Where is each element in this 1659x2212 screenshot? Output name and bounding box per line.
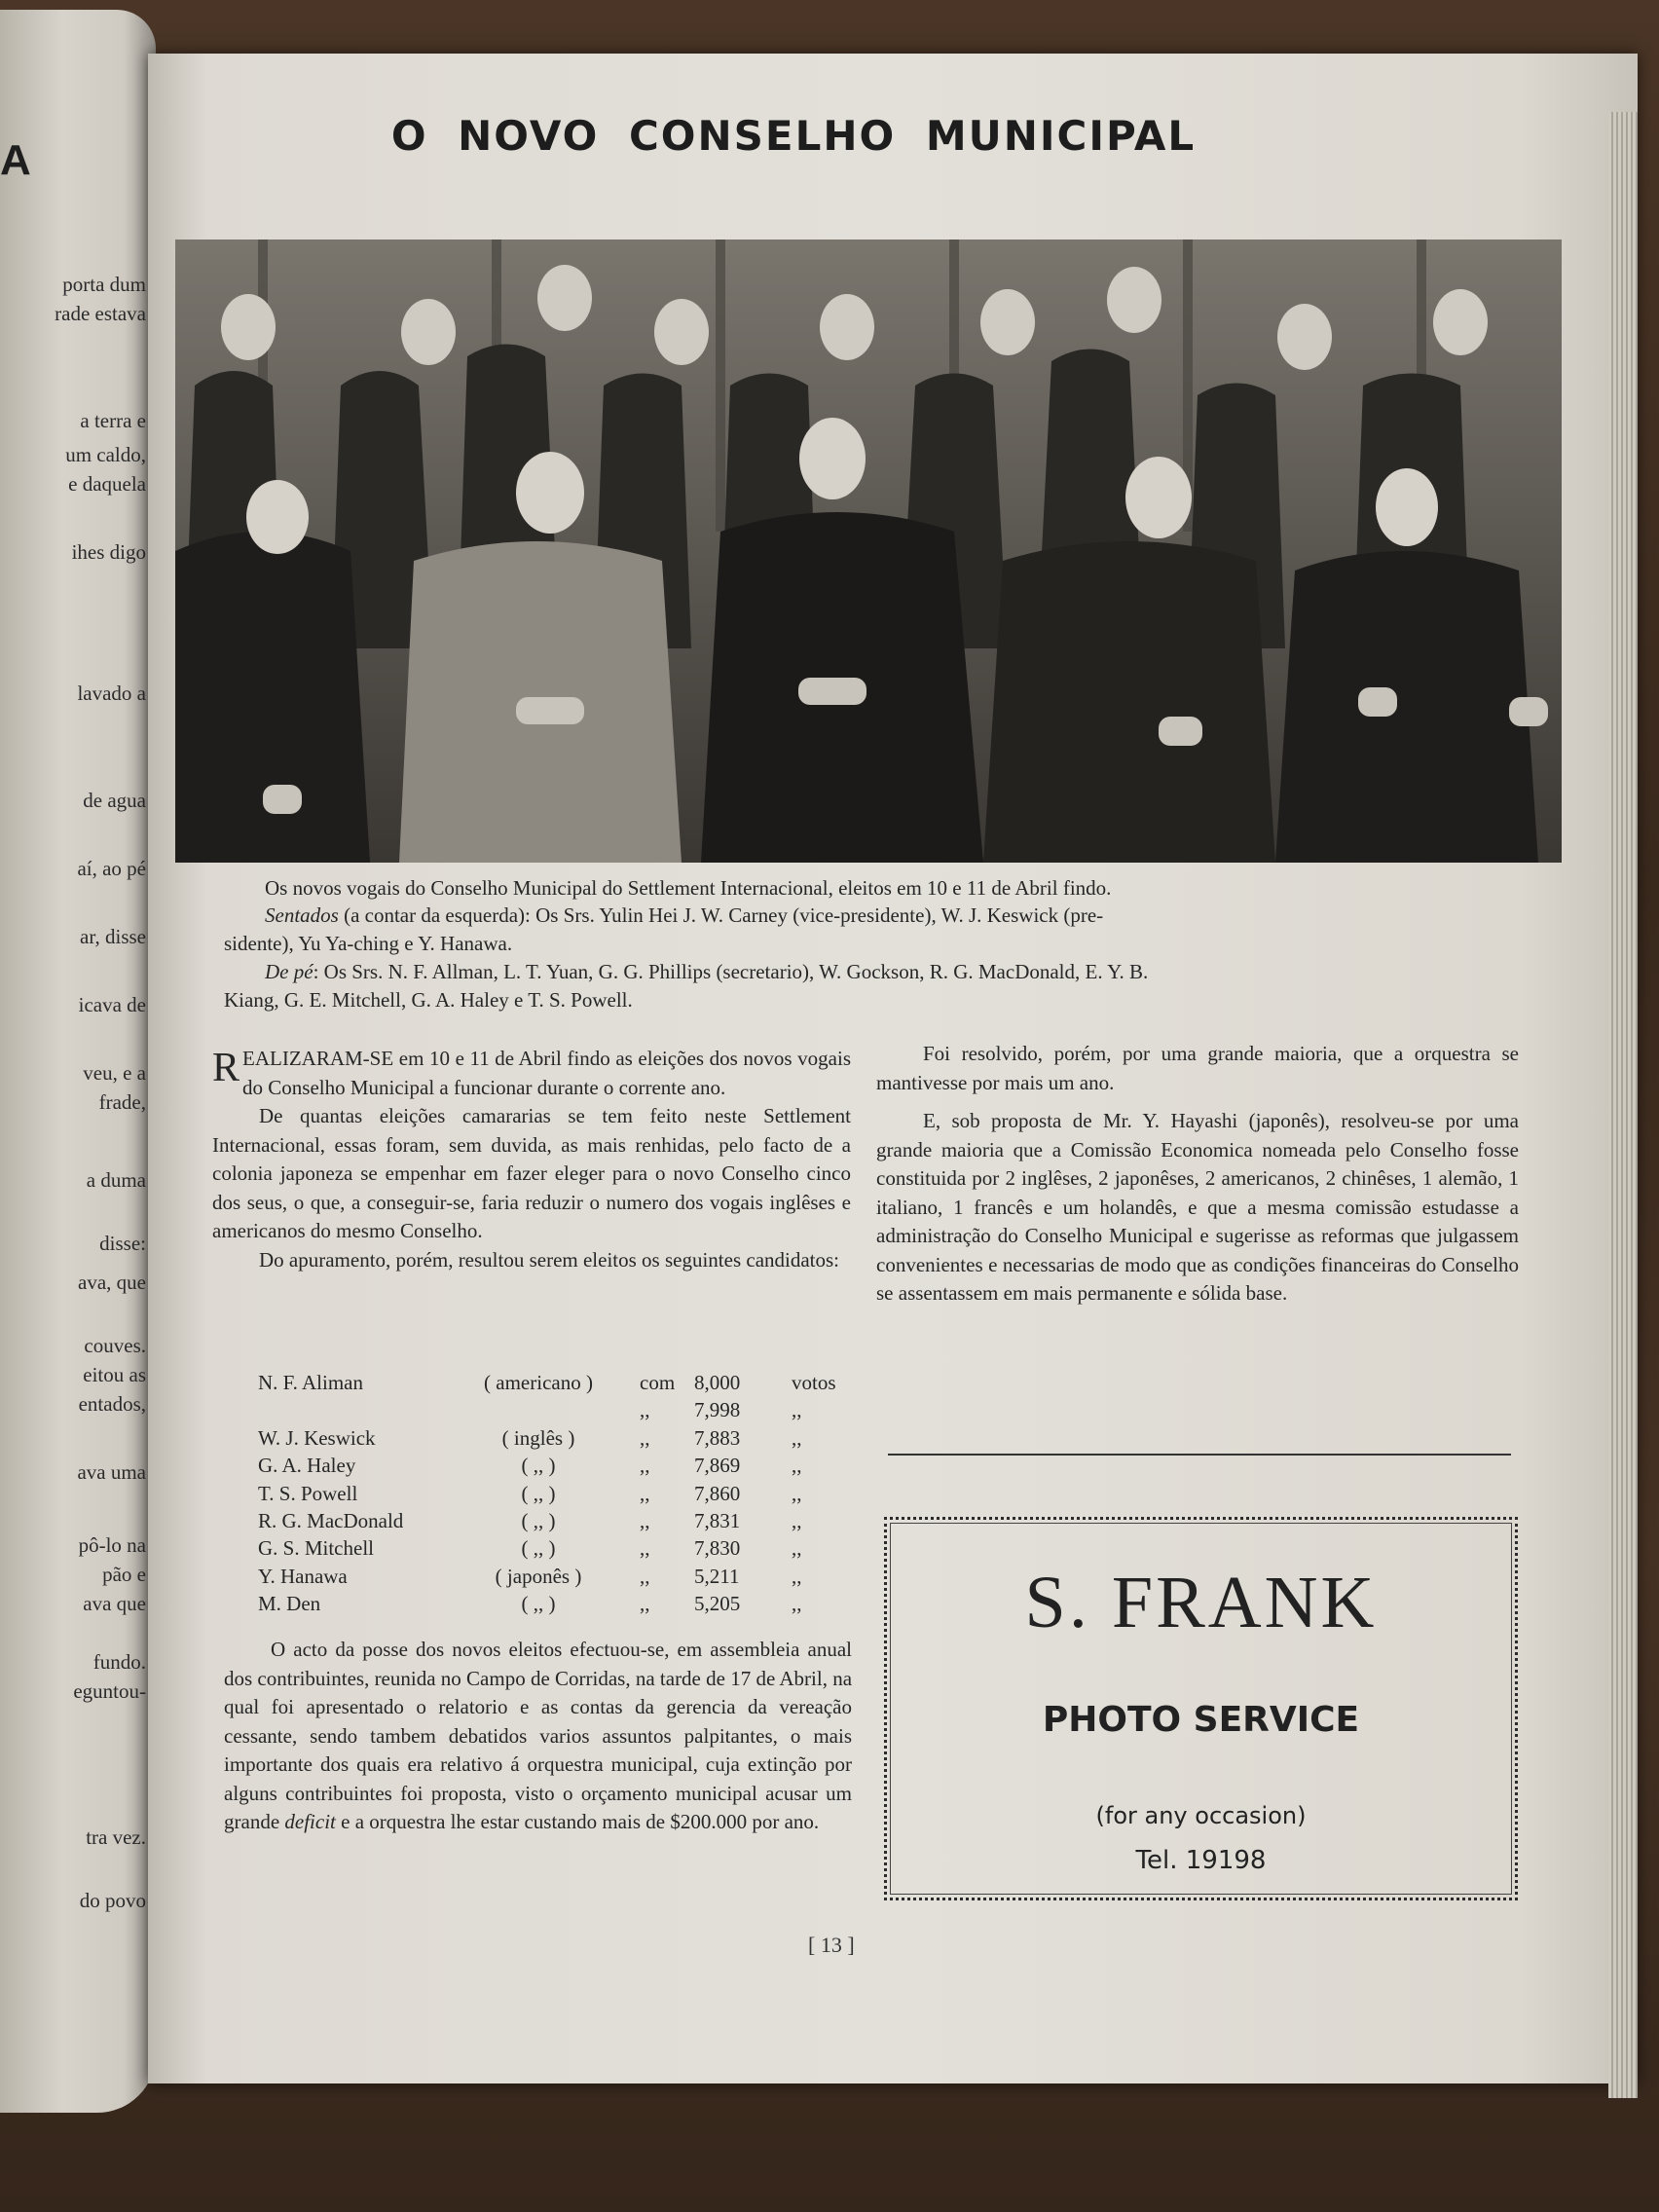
vote-count: 7,998	[694, 1398, 741, 1422]
left-page-text-fragment: ava, que	[78, 1271, 146, 1294]
left-page-text-fragment: icava de	[78, 993, 146, 1016]
article-paragraph-5: Foi resolvido, porém, por uma grande maioria, que a orquestra se mantivesse por mais um ano.	[876, 1042, 1519, 1094]
caption-standing-label: De pé	[265, 960, 313, 983]
candidate-name: N. F. Aliman	[258, 1371, 363, 1394]
results-com: ,,	[640, 1398, 650, 1422]
article-left-column-bottom	[224, 1636, 852, 1837]
vote-unit: ,,	[792, 1454, 802, 1478]
caption-standing-cont: Kiang, G. E. Mitchell, G. A. Haley e T. S. Powell.	[224, 988, 633, 1012]
left-page-text-fragment: tra vez.	[86, 1825, 146, 1849]
left-page-text-fragment: rade estava	[55, 302, 146, 325]
left-page-heading-fragment: A	[0, 136, 31, 184]
vote-count: 7,883	[694, 1425, 741, 1450]
left-page-text-fragment: entados,	[78, 1392, 146, 1416]
left-page-text-fragment: eguntou-	[73, 1679, 146, 1703]
article-paragraph-4: O acto da posse dos novos eleitos efectuou-se, em assembleia anual dos contribuintes, reunida no Campo de Corridas, na tarde de 17 de Abril, na qual foi apresentado o relatorio e as contas da gerencia da vereação cessante, sendo tambem debatidos varios assuntos palpitantes, o mais importante dos quais era relativo á orquestra municipal, cuja extinção por alguns contribuintes foi proposta, visto o orçamento municipal acusar um grande deficit e a orquestra lhe estar custando mais de $200.000 por ano.	[224, 1638, 853, 1833]
left-page-text-fragment: veu, e a	[83, 1061, 146, 1085]
results-com: com	[640, 1371, 676, 1394]
left-page-text-fragment: pô-lo na	[78, 1533, 146, 1557]
vote-count: 8,000	[694, 1371, 741, 1394]
results-com: ,,	[640, 1536, 650, 1561]
candidate-nationality: ( ,, )	[521, 1454, 556, 1478]
left-page-text-fragment: ava uma	[77, 1460, 146, 1484]
advertisement-telephone: Tel. 19198	[1135, 1846, 1267, 1875]
left-page-text-fragment: aí, ao pé	[77, 857, 146, 880]
left-page-text-fragment: a terra e	[80, 409, 146, 432]
page-number: [ 13 ]	[808, 1933, 855, 1957]
article-paragraph-2: De quantas eleições camararias se tem feito neste Settlement Internacional, essas foram, sem duvida, as mais renhidas, pelo facto de a colonia japoneza se empenhar em fazer eleger para o novo Conselho cinco dos seus, o que, a conseguir-se, faria reduzir o numero dos vogais inglêses e americanos do mesmo Conselho.	[212, 1104, 851, 1242]
vote-count: 5,211	[694, 1564, 740, 1588]
article-left-column-top	[212, 1045, 851, 1274]
vote-count: 7,831	[694, 1508, 741, 1532]
vote-unit: ,,	[792, 1398, 802, 1422]
candidate-name: G. A. Haley	[258, 1454, 356, 1478]
left-page-text-fragment: a duma	[86, 1168, 146, 1192]
left-page-text-fragment: do povo	[79, 1889, 146, 1912]
caption-seated	[265, 903, 1103, 928]
candidate-name: M. Den	[258, 1592, 321, 1616]
left-page-text-fragment: e daquela	[68, 472, 146, 496]
candidate-name: G. S. Mitchell	[258, 1536, 374, 1561]
drop-cap: R	[212, 1046, 240, 1090]
vote-count: 7,869	[694, 1454, 741, 1478]
vote-unit: ,,	[792, 1536, 802, 1561]
left-page-text-fragment: disse:	[99, 1232, 146, 1255]
left-page-text-fragment: porta dum	[62, 273, 146, 296]
left-page-text-fragment: pão e	[102, 1563, 146, 1586]
left-page-text-fragment: eitou as	[83, 1363, 146, 1386]
vote-unit: ,,	[792, 1481, 802, 1505]
left-page-text-fragment: frade,	[98, 1090, 146, 1114]
advertised-service: PHOTO SERVICE	[1042, 1700, 1360, 1740]
candidate-nationality: ( ,, )	[521, 1508, 556, 1532]
candidate-nationality: ( ,, )	[521, 1592, 556, 1616]
results-com: ,,	[640, 1592, 650, 1616]
article-paragraph-3: Do apuramento, porém, resultou serem eleitos os seguintes candidatos:	[259, 1247, 840, 1272]
left-page-text-fragment: ar, disse	[80, 925, 146, 948]
left-page-text-fragment: lavado a	[77, 682, 146, 705]
candidate-nationality: ( ,, )	[521, 1481, 556, 1505]
results-com: ,,	[640, 1425, 650, 1450]
advertisement-box	[884, 1517, 1518, 1900]
photograph-figures	[175, 240, 1562, 863]
page-edge	[1608, 112, 1638, 2098]
caption-standing-text: : Os Srs. N. F. Allman, L. T. Yuan, G. G. Phillips (secretario), W. Gockson, R. G. MacDonald, E. Y. B.	[313, 960, 1149, 983]
candidate-nationality: ( americano )	[484, 1371, 593, 1394]
results-com: ,,	[640, 1508, 650, 1532]
vote-unit: ,,	[792, 1508, 802, 1532]
group-photograph	[175, 240, 1562, 863]
article-paragraph-6: E, sob proposta de Mr. Y. Hayashi (japonês), resolveu-se por uma grande maioria que a Comissão Economica nomeada pelo Conselho fosse constituida por 2 inglêses, 2 japonêses, 2 americanos, 2 chinêses, 1 alemão, 1 italiano, 1 francês e um holandês, e que a mesma comissão estudasse a administração do Conselho Municipal e sugerisse as reformas que julgassem convenientes e necessarias de modo que as condições financeiras do Conselho se assentassem em mais permanente e sólida base.	[876, 1109, 1519, 1305]
results-com: ,,	[640, 1454, 650, 1478]
left-page-text-fragment: ihes digo	[71, 540, 146, 564]
candidate-nationality: ( inglês )	[501, 1425, 575, 1450]
candidate-nationality: ( japonês )	[495, 1564, 582, 1588]
vote-unit: ,,	[792, 1592, 802, 1616]
advertisement-occasion: (for any occasion)	[1095, 1802, 1307, 1829]
caption-standing	[265, 960, 1148, 984]
advertiser-name: S. FRANK	[1024, 1562, 1378, 1643]
vote-count: 7,830	[694, 1536, 741, 1561]
caption-seated-text: (a contar da esquerda): Os Srs. Yulin Hei J. W. Carney (vice-presidente), W. J. Keswick (pre-	[338, 903, 1104, 927]
candidate-name: T. S. Powell	[258, 1481, 358, 1505]
candidate-nationality: ( ,, )	[521, 1536, 556, 1561]
vote-unit: votos	[792, 1371, 836, 1394]
left-page-text-fragment: couves.	[84, 1334, 146, 1357]
vote-count: 5,205	[694, 1592, 741, 1616]
left-page	[0, 10, 156, 2113]
vote-unit: ,,	[792, 1425, 802, 1450]
article-right-column	[876, 1040, 1519, 1309]
divider-rule	[888, 1454, 1511, 1456]
candidate-name: R. G. MacDonald	[258, 1508, 404, 1532]
left-page-text-fragment: fundo.	[92, 1650, 146, 1674]
page-title: O NOVO CONSELHO MUNICIPAL	[390, 112, 1197, 160]
results-com: ,,	[640, 1564, 650, 1588]
left-page-text-fragment: ava que	[83, 1592, 146, 1615]
article-paragraph-1: REALIZARAM-SE em 10 e 11 de Abril findo as eleições dos novos vogais do Conselho Municipal a funcionar durante o corrente ano.	[212, 1046, 851, 1099]
caption-seated-cont: sidente), Yu Ya-ching e Y. Hanawa.	[224, 932, 513, 955]
vote-unit: ,,	[792, 1564, 802, 1588]
caption-seated-label: Sentados	[265, 903, 339, 927]
left-page-text-fragment: de agua	[83, 789, 146, 812]
candidate-name: Y. Hanawa	[258, 1564, 348, 1588]
candidate-name: W. J. Keswick	[258, 1425, 376, 1450]
results-com: ,,	[640, 1481, 650, 1505]
vote-count: 7,860	[694, 1481, 741, 1505]
left-page-text-fragment: um caldo,	[65, 443, 146, 466]
caption-line-1: Os novos vogais do Conselho Municipal do Settlement Internacional, eleitos em 10 e 11 de Abril findo.	[265, 876, 1112, 900]
